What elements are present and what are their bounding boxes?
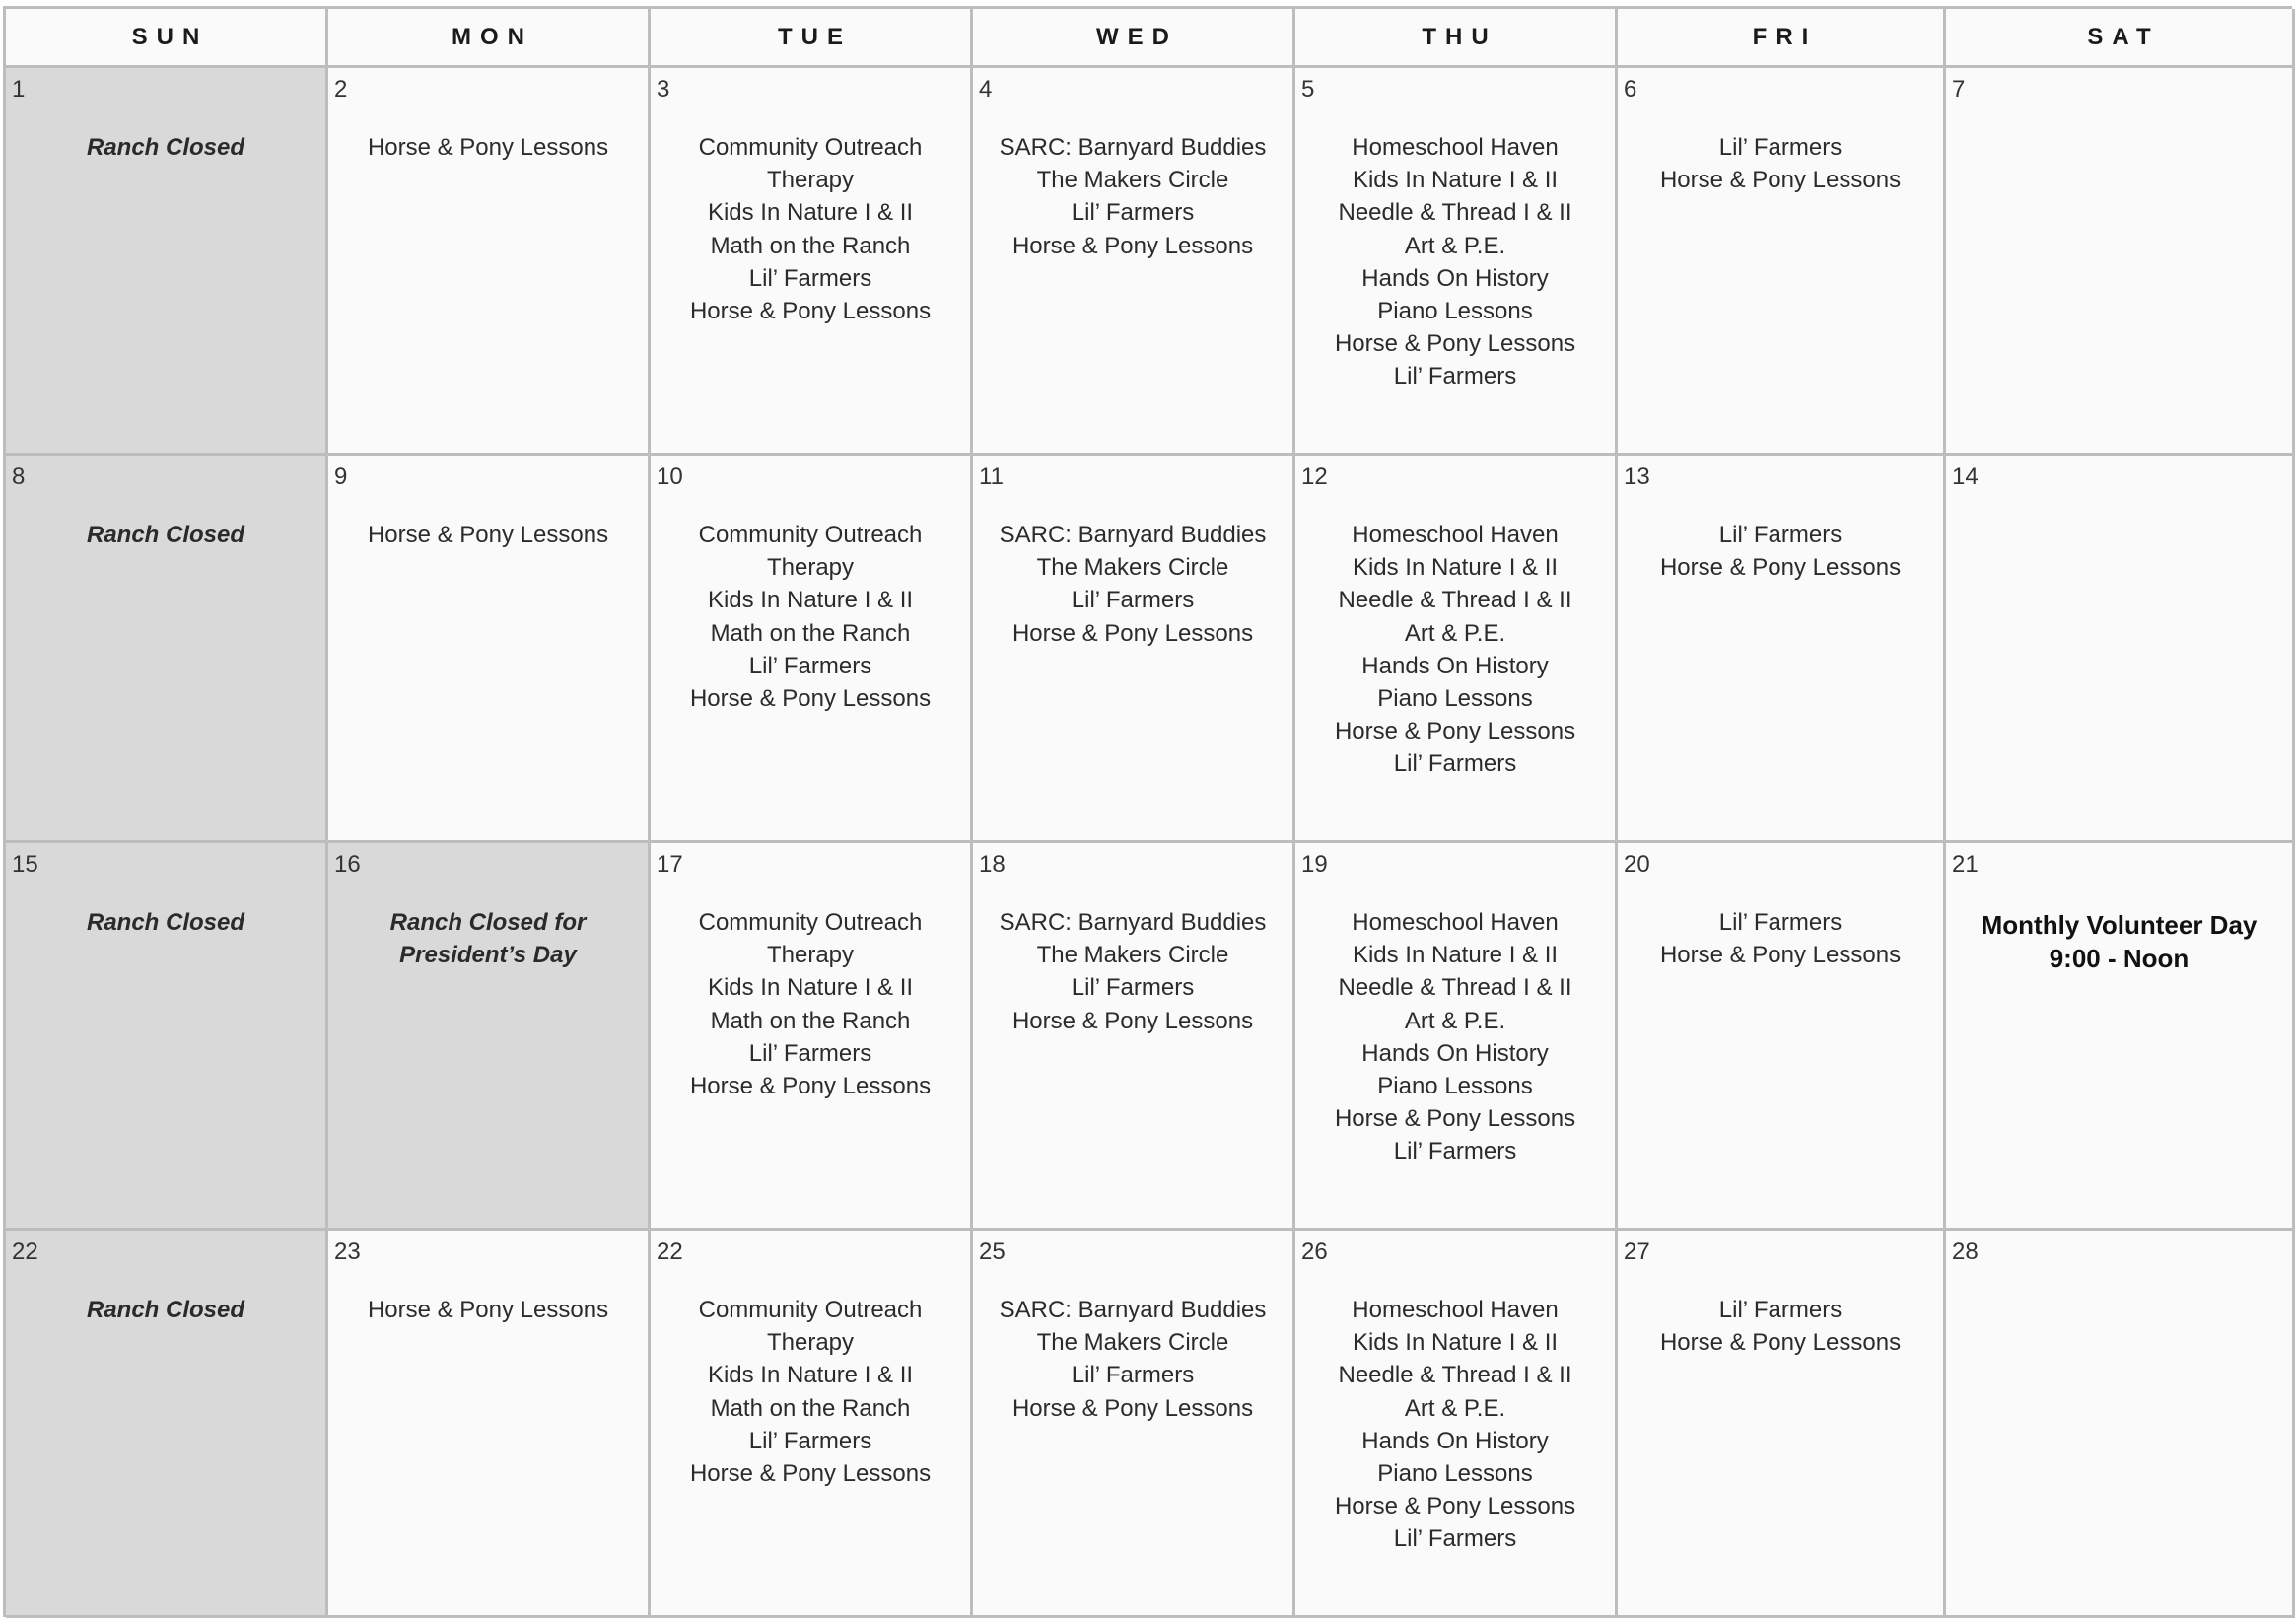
event-item: Lil’ Farmers <box>1393 1138 1517 1165</box>
day-number: 3 <box>657 76 670 103</box>
day-number: 13 <box>1624 463 1650 490</box>
event-item: Homeschool Haven <box>1352 522 1559 548</box>
weekday-header-sat: SAT <box>1946 9 2295 68</box>
event-item: Kids In Nature I & II <box>707 974 914 1002</box>
event-item: Lil’ Farmers <box>1393 363 1517 390</box>
event-item: Piano Lessons <box>1377 1073 1533 1100</box>
day-number: 2 <box>334 76 348 103</box>
day-number: 15 <box>12 851 38 878</box>
event-item: Needle & Thread I & II <box>1338 974 1572 1002</box>
day-number: 23 <box>334 1238 361 1265</box>
event-list <box>973 906 1292 1037</box>
weekday-header-wed: WED <box>973 9 1295 68</box>
weekday-header-tue: TUE <box>651 9 973 68</box>
day-number: 12 <box>1301 463 1328 490</box>
event-list <box>1618 131 1943 196</box>
event-item: Horse & Pony Lessons <box>1334 1493 1576 1520</box>
event-item: Lil’ Farmers <box>748 264 872 292</box>
day-cell <box>973 68 1295 456</box>
event-item: Lil’ Farmers <box>1718 909 1843 936</box>
event-list <box>328 131 648 164</box>
event-item: Horse & Pony Lessons <box>1011 1007 1254 1034</box>
event-item: Kids In Nature I & II <box>707 1362 914 1389</box>
special-event: 9:00 - Noon <box>2049 944 2190 973</box>
event-item: Horse & Pony Lessons <box>1334 1105 1576 1133</box>
event-item: Horse & Pony Lessons <box>367 134 609 161</box>
event-item: The Makers Circle <box>1036 554 1229 582</box>
day-cell <box>973 843 1295 1231</box>
event-item: Community Outreach <box>698 522 923 548</box>
event-item: Horse & Pony Lessons <box>1659 1329 1902 1357</box>
day-cell <box>328 456 651 843</box>
event-list <box>1295 906 1615 1168</box>
day-cell <box>1946 1231 2295 1618</box>
event-item: SARC: Barnyard Buddies <box>999 909 1267 936</box>
event-item: Kids In Nature I & II <box>707 587 914 614</box>
event-list <box>651 519 970 715</box>
monthly-calendar <box>3 6 2292 1617</box>
closed-note: Ranch Closed <box>86 1297 245 1323</box>
event-list <box>328 519 648 551</box>
event-item: Lil’ Farmers <box>1071 974 1195 1002</box>
event-item: Hands On History <box>1361 1427 1549 1454</box>
event-item: Horse & Pony Lessons <box>367 1297 609 1323</box>
event-list <box>1295 131 1615 393</box>
event-item: Math on the Ranch <box>710 1394 911 1422</box>
day-number: 22 <box>12 1238 38 1265</box>
day-cell <box>651 68 973 456</box>
event-item: Needle & Thread I & II <box>1338 587 1572 614</box>
event-item: SARC: Barnyard Buddies <box>999 1297 1267 1323</box>
weekday-header-sun: SUN <box>6 9 328 68</box>
day-number: 25 <box>979 1238 1006 1265</box>
event-item: Horse & Pony Lessons <box>689 685 932 713</box>
day-number: 14 <box>1952 463 1979 490</box>
event-item: Lil’ Farmers <box>1071 1362 1195 1389</box>
event-list <box>1618 906 1943 971</box>
event-item: Horse & Pony Lessons <box>689 1073 932 1100</box>
event-item: Kids In Nature I & II <box>1352 1329 1559 1357</box>
day-cell <box>1618 68 1946 456</box>
event-list <box>973 131 1292 262</box>
day-number: 5 <box>1301 76 1315 103</box>
event-item: SARC: Barnyard Buddies <box>999 522 1267 548</box>
day-number: 7 <box>1952 76 1966 103</box>
event-item: SARC: Barnyard Buddies <box>999 134 1267 161</box>
closed-note: Ranch Closed <box>86 134 245 161</box>
event-list <box>1618 519 1943 584</box>
special-event: Monthly Volunteer Day <box>1981 910 2258 940</box>
day-number: 26 <box>1301 1238 1328 1265</box>
closed-note: President’s Day <box>399 942 577 969</box>
event-item: The Makers Circle <box>1036 1329 1229 1357</box>
event-item: Lil’ Farmers <box>1718 134 1843 161</box>
day-cell <box>328 843 651 1231</box>
event-item: Homeschool Haven <box>1352 1297 1559 1323</box>
event-item: Therapy <box>766 1329 855 1357</box>
day-number: 21 <box>1952 851 1979 878</box>
event-list <box>651 1294 970 1490</box>
event-item: Kids In Nature I & II <box>1352 554 1559 582</box>
event-item: Lil’ Farmers <box>1071 199 1195 227</box>
weekday-header-thu: THU <box>1295 9 1618 68</box>
event-item: Horse & Pony Lessons <box>1011 1394 1254 1422</box>
event-item: Horse & Pony Lessons <box>689 298 932 325</box>
day-cell <box>651 843 973 1231</box>
event-item: Needle & Thread I & II <box>1338 1362 1572 1389</box>
day-number: 20 <box>1624 851 1650 878</box>
closed-note: Ranch Closed <box>86 909 245 936</box>
event-item: Lil’ Farmers <box>748 1039 872 1067</box>
event-item: Lil’ Farmers <box>1393 750 1517 778</box>
event-item: Art & P.E. <box>1404 1394 1506 1422</box>
day-number: 9 <box>334 463 348 490</box>
day-cell <box>1295 456 1618 843</box>
event-list <box>973 519 1292 650</box>
event-item: Community Outreach <box>698 1297 923 1323</box>
event-item: Lil’ Farmers <box>1071 587 1195 614</box>
day-cell <box>1946 456 2295 843</box>
day-number: 8 <box>12 463 26 490</box>
day-cell <box>6 843 328 1231</box>
day-number: 4 <box>979 76 993 103</box>
day-cell <box>6 1231 328 1618</box>
event-item: Hands On History <box>1361 1039 1549 1067</box>
day-cell <box>1618 1231 1946 1618</box>
day-number: 18 <box>979 851 1006 878</box>
weekday-header-mon: MON <box>328 9 651 68</box>
day-number: 22 <box>657 1238 683 1265</box>
event-item: Piano Lessons <box>1377 1460 1533 1488</box>
day-cell <box>1618 456 1946 843</box>
event-item: Homeschool Haven <box>1352 909 1559 936</box>
day-cell <box>6 68 328 456</box>
day-cell <box>328 1231 651 1618</box>
event-item: Horse & Pony Lessons <box>1659 942 1902 969</box>
day-cell <box>651 1231 973 1618</box>
day-number: 11 <box>979 463 1004 490</box>
event-item: Homeschool Haven <box>1352 134 1559 161</box>
event-item: Hands On History <box>1361 652 1549 679</box>
event-item: Lil’ Farmers <box>1718 1297 1843 1323</box>
event-list <box>6 519 325 551</box>
event-list <box>6 1294 325 1326</box>
day-cell <box>6 456 328 843</box>
event-item: Lil’ Farmers <box>748 1427 872 1454</box>
day-cell <box>973 1231 1295 1618</box>
event-list <box>1295 519 1615 781</box>
event-list <box>651 131 970 327</box>
event-item: Art & P.E. <box>1404 619 1506 647</box>
closed-note: Ranch Closed <box>86 522 245 548</box>
event-list <box>1295 1294 1615 1556</box>
day-number: 10 <box>657 463 683 490</box>
event-list <box>6 906 325 939</box>
closed-note: Ranch Closed for <box>389 909 587 936</box>
day-cell <box>1946 843 2295 1231</box>
day-number: 28 <box>1952 1238 1979 1265</box>
event-item: Kids In Nature I & II <box>707 199 914 227</box>
event-list <box>328 1294 648 1326</box>
event-item: Horse & Pony Lessons <box>367 522 609 548</box>
event-item: Needle & Thread I & II <box>1338 199 1572 227</box>
event-list <box>1946 908 2292 975</box>
event-item: Horse & Pony Lessons <box>1659 167 1902 194</box>
day-number: 17 <box>657 851 683 878</box>
event-item: Horse & Pony Lessons <box>1011 232 1254 259</box>
day-number: 27 <box>1624 1238 1650 1265</box>
event-item: Math on the Ranch <box>710 619 911 647</box>
day-cell <box>1946 68 2295 456</box>
event-item: Horse & Pony Lessons <box>1334 718 1576 745</box>
event-item: Therapy <box>766 554 855 582</box>
day-cell <box>1618 843 1946 1231</box>
day-cell <box>651 456 973 843</box>
day-cell <box>328 68 651 456</box>
event-item: Horse & Pony Lessons <box>1011 619 1254 647</box>
event-list <box>973 1294 1292 1425</box>
event-item: Art & P.E. <box>1404 1007 1506 1034</box>
event-item: Therapy <box>766 942 855 969</box>
event-item: Horse & Pony Lessons <box>1334 330 1576 358</box>
weekday-header-fri: FRI <box>1618 9 1946 68</box>
day-cell <box>1295 68 1618 456</box>
event-item: Art & P.E. <box>1404 232 1506 259</box>
day-cell <box>973 456 1295 843</box>
event-list <box>651 906 970 1102</box>
event-item: Horse & Pony Lessons <box>689 1460 932 1488</box>
event-item: Kids In Nature I & II <box>1352 942 1559 969</box>
event-item: Community Outreach <box>698 134 923 161</box>
day-number: 19 <box>1301 851 1328 878</box>
event-item: Lil’ Farmers <box>1718 522 1843 548</box>
day-number: 6 <box>1624 76 1637 103</box>
event-item: Lil’ Farmers <box>1393 1525 1517 1553</box>
event-item: Therapy <box>766 167 855 194</box>
day-cell <box>1295 1231 1618 1618</box>
event-item: Piano Lessons <box>1377 298 1533 325</box>
day-number: 16 <box>334 851 361 878</box>
day-cell <box>1295 843 1618 1231</box>
event-item: Kids In Nature I & II <box>1352 167 1559 194</box>
event-list <box>1618 1294 1943 1359</box>
event-list <box>6 131 325 164</box>
event-item: Math on the Ranch <box>710 232 911 259</box>
event-item: The Makers Circle <box>1036 167 1229 194</box>
event-list <box>328 906 648 971</box>
event-item: Lil’ Farmers <box>748 652 872 679</box>
event-item: Math on the Ranch <box>710 1007 911 1034</box>
event-item: Horse & Pony Lessons <box>1659 554 1902 582</box>
event-item: Hands On History <box>1361 264 1549 292</box>
day-number: 1 <box>12 76 26 103</box>
event-item: The Makers Circle <box>1036 942 1229 969</box>
event-item: Community Outreach <box>698 909 923 936</box>
event-item: Piano Lessons <box>1377 685 1533 713</box>
